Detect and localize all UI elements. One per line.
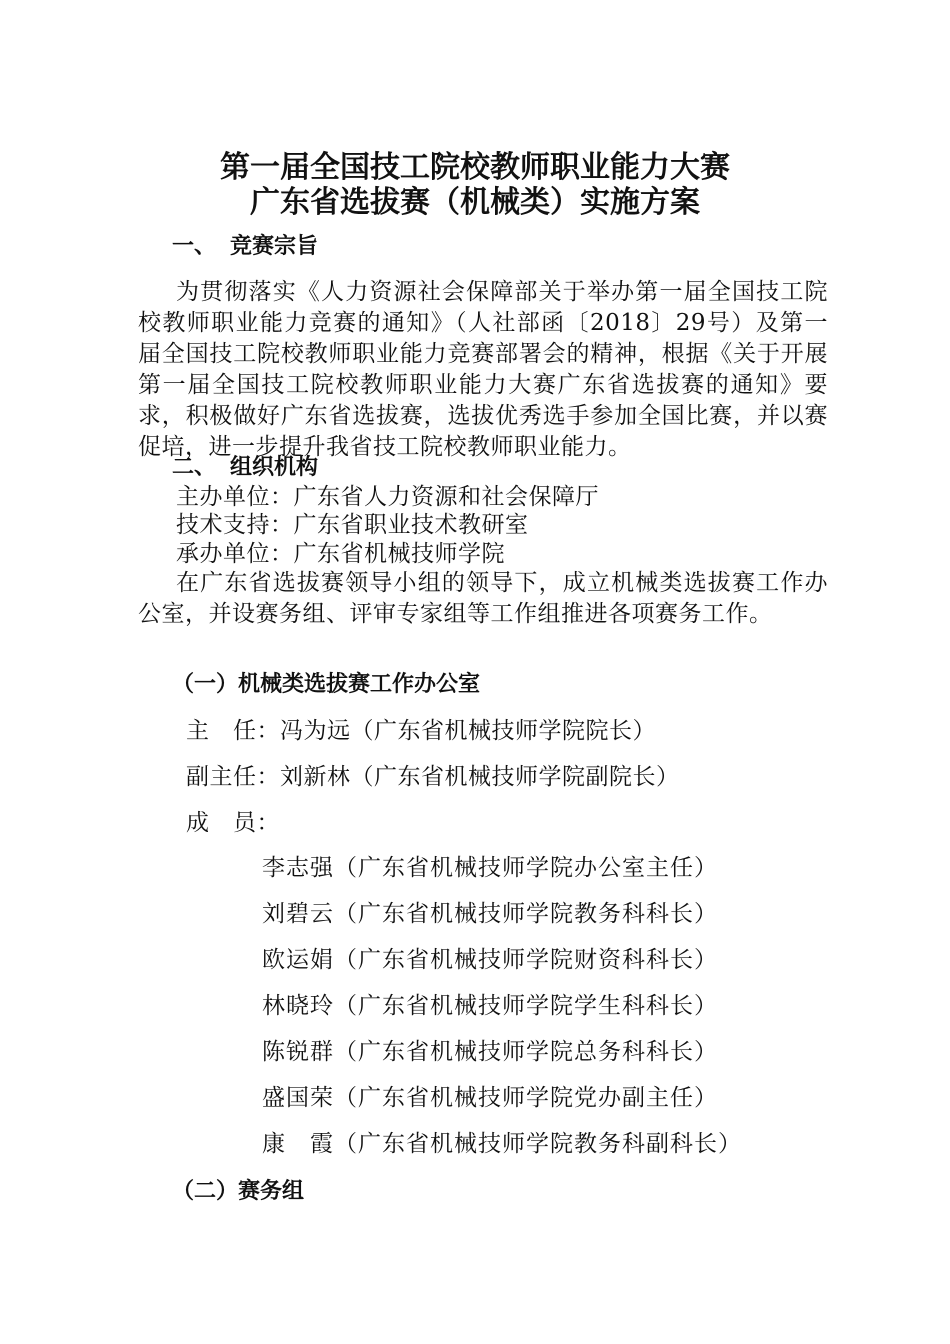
purpose-paragraph: 为贯彻落实《人力资源社会保障部关于举办第一届全国技工院校教师职业能力竞赛的通知》（人社部函〔2018〕29号）及第一届全国技工院校教师职业能力竞赛部署会的精神，根据《关于开展第一届全国技工院校教师职业能力大赛广东省选拔赛的通知》要求，积极做好广东省选拔赛，选拔优秀选手参加全国比赛，并以赛促培，进一步提升我省技工院校教师职业能力。: [138, 279, 828, 460]
office-member: 欧运娟（广东省机械技师学院财资科科长）: [262, 947, 718, 973]
office-member: 林晓玲（广东省机械技师学院学生科科长）: [262, 993, 718, 1019]
document-title-line-2: 广东省选拔赛（机械类）实施方案: [250, 185, 700, 220]
document-title-line-1: 第一届全国技工院校教师职业能力大赛: [220, 150, 730, 185]
office-member: 陈锐群（广东省机械技师学院总务科科长）: [262, 1039, 718, 1065]
office-member: 刘碧云（广东省机械技师学院教务科科长）: [262, 901, 718, 927]
section-heading-purpose: [172, 233, 318, 261]
section-title: 竞赛宗旨: [230, 234, 319, 259]
office-director: 主 任：冯为远（广东省机械技师学院院长）: [186, 718, 656, 744]
office-deputy: 副主任：刘新林（广东省机械技师学院副院长）: [186, 764, 680, 790]
section-number: 二、: [172, 455, 217, 480]
section-number: 一、: [172, 234, 217, 259]
office-member: 李志强（广东省机械技师学院办公室主任）: [262, 855, 718, 881]
host-line: 承办单位：广东省机械技师学院: [176, 541, 505, 567]
affairs-heading: （二）赛务组: [172, 1179, 305, 1204]
section-heading-organization: [172, 454, 318, 482]
office-member: 康 霞（广东省机械技师学院教务科副科长）: [262, 1131, 742, 1157]
tech-support-line: 技术支持：广东省职业技术教研室: [176, 512, 529, 538]
office-member: 盛国荣（广东省机械技师学院党办副主任）: [262, 1085, 718, 1111]
organization-paragraph: 在广东省选拔赛领导小组的领导下，成立机械类选拔赛工作办公室，并设赛务组、评审专家组等工作组推进各项赛务工作。: [138, 570, 828, 627]
organizer-line: 主办单位：广东省人力资源和社会保障厅: [176, 484, 599, 510]
section-title: 组织机构: [230, 455, 319, 480]
office-heading: （一）机械类选拔赛工作办公室: [172, 672, 481, 697]
office-members-label: 成 员：: [186, 810, 280, 836]
